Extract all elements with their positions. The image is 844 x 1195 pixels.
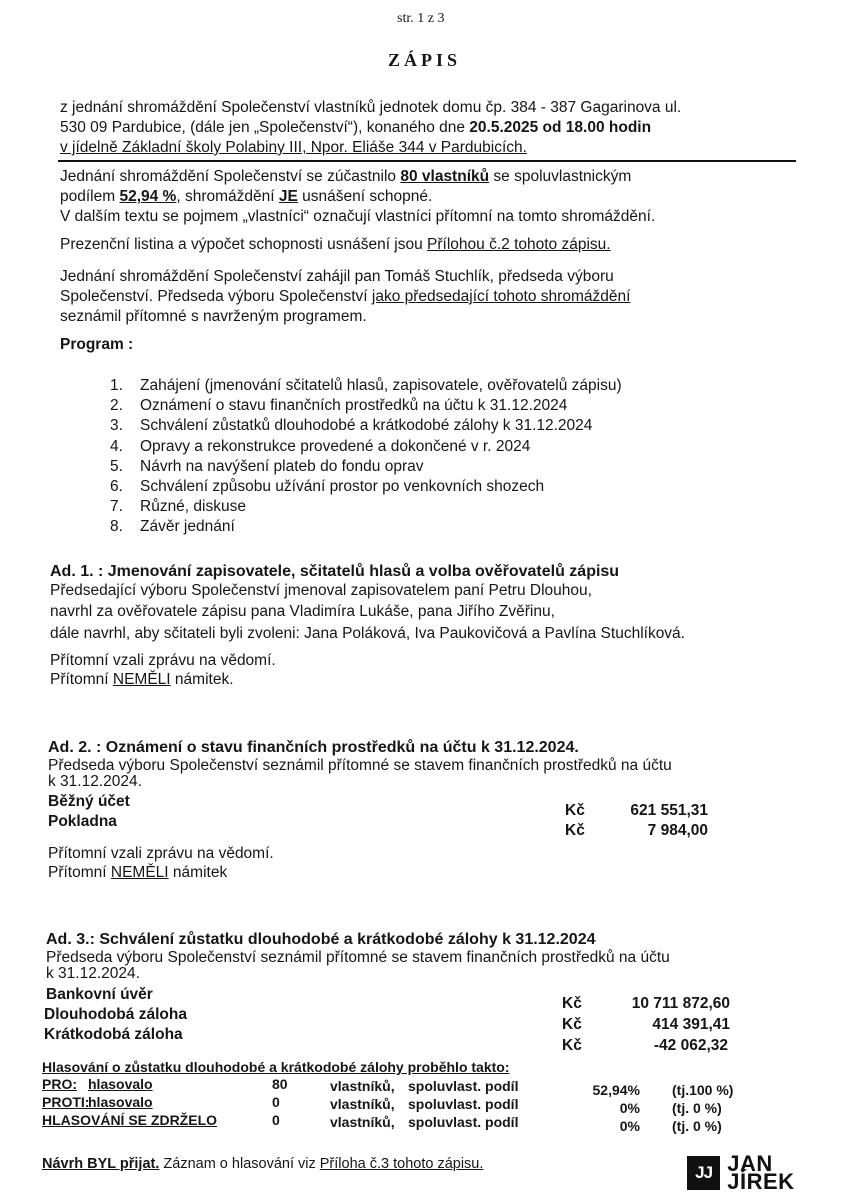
ad1-text: námitek. [170, 671, 234, 688]
vote-label: PROTI: [42, 1094, 90, 1110]
vote-label: HLASOVÁNÍ SE ZDRŽELO [42, 1112, 218, 1128]
currency-label: Kč [562, 1037, 582, 1054]
chair-role: jako předsedající tohoto shromáždění [371, 288, 631, 305]
decision-text: Záznam o hlasování viz [159, 1156, 320, 1172]
ad2-line-3: Přítomní vzali zprávu na vědomí. [48, 845, 274, 862]
meeting-date: 20.5.2025 od 18.00 hodin [469, 119, 652, 136]
program-item: Návrh na navýšení plateb do fondu oprav [140, 458, 424, 475]
currency-label: Kč [565, 802, 585, 819]
quorum-text: Jednání shromáždění Společenství se zúčastnilo [60, 168, 401, 185]
decision-line [42, 1155, 483, 1173]
ad3-line-1: Předseda výboru Společenství seznámil přítomné se stavem finančních prostředků na účtu [46, 949, 670, 966]
loan-label: Bankovní úvěr [46, 986, 153, 1003]
program-item-number: 4. [110, 438, 123, 455]
program-item-number: 2. [110, 397, 123, 414]
vote-share-label: spoluvlast. podíl [408, 1114, 519, 1130]
program-item: Zahájení (jmenování sčitatelů hlasů, zapisovatele, ověřovatelů zápisu) [140, 377, 622, 394]
program-item: Opravy a rekonstrukce provedené a dokončené v r. 2024 [140, 438, 531, 455]
header-divider [58, 160, 796, 162]
ad1-line-2: navrhl za ověřovatele zápisu pana Vladimíra Lukáše, pana Jiřího Zvěřinu, [50, 603, 555, 620]
ad1-line-5 [50, 671, 234, 689]
vote-total: (tj.100 %) [672, 1082, 734, 1098]
program-item-number: 1. [110, 377, 123, 394]
currency-label: Kč [565, 822, 585, 839]
vote-owners: vlastníků, [330, 1096, 395, 1112]
brand-name: JAN JÍREK [727, 1151, 795, 1194]
quorum-status: JE [278, 188, 298, 205]
opening-line-1: Jednání shromáždění Společenství zahájil pan Tomáš Stuchlík, předseda výboru [60, 268, 614, 285]
currency-label: Kč [562, 995, 582, 1012]
vote-percent: 0% [619, 1100, 640, 1116]
vote-percent: 0% [619, 1118, 640, 1134]
long-term-label: Dlouhodobá záloha [44, 1006, 187, 1023]
ad2-line-2: k 31.12.2024. [48, 773, 142, 790]
quorum-line-3: V dalším textu se pojmem „vlastníci“ označují vlastníci přítomní na tomto shromáždění. [60, 208, 656, 225]
account-label: Běžný účet [48, 793, 130, 810]
intro-text: 530 09 Pardubice, (dále jen „Společenství“), konaného dne [60, 119, 470, 136]
ad2-line-4 [48, 864, 227, 882]
ad1-line-1: Předsedající výboru Společenství jmenoval zapisovatelem paní Petru Dlouhou, [50, 582, 592, 599]
loan-amount: 10 711 872,60 [631, 995, 730, 1012]
program-item: Schválení způsobu užívání prostor po venkovních shozech [140, 478, 545, 495]
objections-status: NEMĚLI [110, 864, 169, 881]
vote-sub-label: hlasovalo [88, 1094, 153, 1110]
program-item: Závěr jednání [140, 518, 235, 535]
quorum-line-2 [60, 188, 432, 206]
brand-logo [687, 1151, 844, 1194]
vote-count: 80 [272, 1076, 288, 1092]
opening-line-2 [60, 288, 630, 306]
vote-share-label: spoluvlast. podíl [408, 1096, 519, 1112]
document-title: ZÁPIS [388, 50, 462, 70]
attendance-text: Prezenční listina a výpočet schopnosti usnášení jsou [60, 236, 428, 253]
ad3-heading: Ad. 3.: Schválení zůstatku dlouhodobé a krátkodobé zálohy k 31.12.2024 [46, 931, 596, 948]
attendance-line [60, 236, 611, 254]
short-term-label: Krátkodobá záloha [44, 1026, 183, 1043]
ad1-heading: Ad. 1. : Jmenování zapisovatele, sčitatelů hlasů a volba ověřovatelů zápisu [50, 563, 620, 580]
opening-text: Společenství. Předseda výboru Společenství [60, 288, 372, 305]
intro-line-1: z jednání shromáždění Společenství vlastníků jednotek domu čp. 384 - 387 Gagarinova ul. [60, 99, 682, 116]
intro-line-2 [60, 119, 651, 137]
objections-status: NEMĚLI [112, 671, 171, 688]
vote-share-label: spoluvlast. podíl [408, 1078, 519, 1094]
ad3-line-2: k 31.12.2024. [46, 965, 140, 982]
attachment-ref: Příloha č.3 tohoto zápisu. [319, 1156, 484, 1172]
vote-count: 0 [272, 1112, 280, 1128]
short-term-amount: -42 062,32 [653, 1037, 728, 1054]
ad2-text: námitek [168, 864, 228, 881]
page-number: str. 1 z 3 [397, 11, 445, 26]
vote-owners: vlastníků, [330, 1078, 395, 1094]
vote-percent: 52,94% [592, 1082, 640, 1098]
program-item-number: 6. [110, 478, 123, 495]
long-term-amount: 414 391,41 [652, 1016, 730, 1033]
quorum-text: se spoluvlastnickým [489, 168, 632, 185]
quorum-text: , shromáždění [176, 188, 279, 205]
vote-total: (tj. 0 %) [672, 1118, 722, 1134]
owners-count: 80 vlastníků [400, 168, 490, 185]
program-item-number: 8. [110, 518, 123, 535]
program-item: Schválení zůstatků dlouhodobé a krátkodobé zálohy k 31.12.2024 [140, 417, 593, 434]
ad1-line-3: dále navrhl, aby sčitateli byli zvoleni: Jana Poláková, Iva Paukovičová a Pavlína Stuchlíková. [50, 625, 685, 642]
ad2-line-1: Předseda výboru Společenství seznámil přítomné se stavem finančních prostředků na účtu [48, 757, 672, 774]
ad1-text: Přítomní [50, 671, 113, 688]
share-percent: 52,94 % [119, 188, 177, 205]
program-item: Různé, diskuse [140, 498, 246, 515]
opening-line-3: seznámil přítomné s navrženým programem. [60, 308, 367, 325]
cash-label: Pokladna [48, 813, 117, 830]
vote-owners: vlastníků, [330, 1114, 395, 1130]
vote-count: 0 [272, 1094, 280, 1110]
vote-sub-label: hlasovalo [88, 1076, 153, 1092]
program-item-number: 5. [110, 458, 123, 475]
quorum-line-1 [60, 168, 631, 186]
vote-heading: Hlasování o zůstatku dlouhodobé a krátkodobé zálohy proběhlo takto: [42, 1059, 510, 1075]
program-label: Program : [60, 336, 134, 353]
program-item-number: 3. [110, 417, 123, 434]
vote-total: (tj. 0 %) [672, 1100, 722, 1116]
program-item-number: 7. [110, 498, 123, 515]
cash-amount: 7 984,00 [647, 822, 708, 839]
decision-result: Návrh BYL přijat. [42, 1156, 160, 1172]
program-item: Oznámení o stavu finančních prostředků na účtu k 31.12.2024 [140, 397, 568, 414]
attachment-ref: Přílohou č.2 tohoto zápisu. [427, 236, 611, 253]
meeting-place: v jídelně Základní školy Polabiny III, Npor. Eliáše 344 v Pardubicích. [60, 139, 527, 156]
ad1-line-4: Přítomní vzali zprávu na vědomí. [50, 652, 276, 669]
vote-label: PRO: [42, 1076, 77, 1092]
account-amount: 621 551,31 [630, 802, 708, 819]
brand-mark: JJ [687, 1156, 720, 1190]
ad2-text: Přítomní [48, 864, 111, 881]
ad2-heading: Ad. 2. : Oznámení o stavu finančních prostředků na účtu k 31.12.2024. [48, 739, 579, 756]
quorum-text: usnášení schopné. [297, 188, 433, 205]
quorum-text: podílem [60, 188, 120, 205]
currency-label: Kč [562, 1016, 582, 1033]
